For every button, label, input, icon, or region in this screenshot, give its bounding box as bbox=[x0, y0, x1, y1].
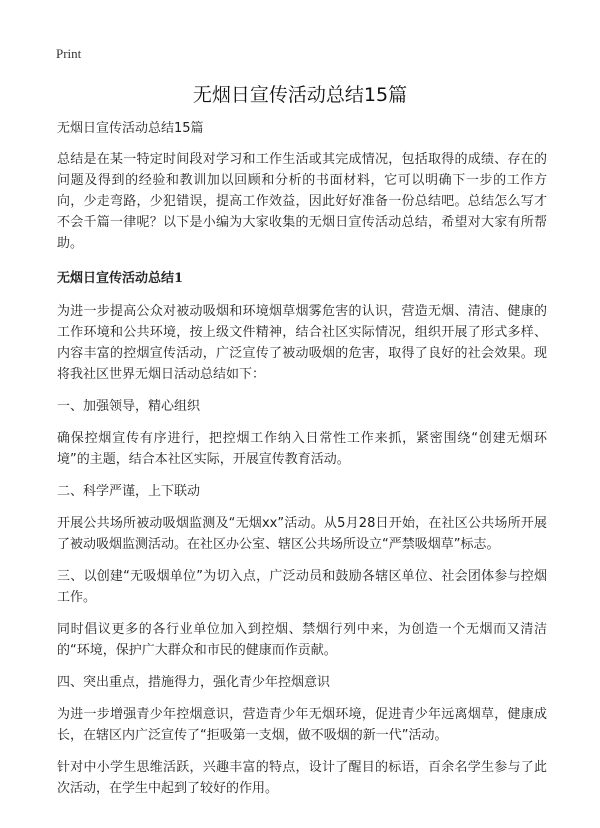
document-subtitle: 无烟日宣传活动总结15篇 bbox=[57, 121, 204, 136]
print-link[interactable]: Print bbox=[56, 46, 82, 61]
body-paragraph: 开展公共场所被动吸烟监测及“无烟xx”活动。从5月28日开始，在社区公共场所开展了被动吸烟监测活动。在社区办公室、辖区公共场所设立“严禁吸烟草”标志。 bbox=[57, 516, 547, 552]
body-paragraph: 针对中小学生思维活跃，兴趣丰富的特点，设计了醒目的标语，百余名学生参与了此次活动，在学生中起到了较好的作用。 bbox=[57, 760, 547, 796]
document-title: 无烟日宣传活动总结15篇 bbox=[192, 84, 408, 106]
body-paragraph: 同时倡议更多的各行业单位加入到控烟、禁烟行列中来，为创造一个无烟而又清洁的“环境，保护广大群众和市民的健康而作贡献。 bbox=[57, 622, 547, 658]
subsection-heading: 三、以创建“无吸烟单位”为切入点，广泛动员和鼓励各辖区单位、社会团体参与控烟工作。 bbox=[57, 569, 547, 605]
body-paragraph: 为进一步增强青少年控烟意识，营造青少年无烟环境，促进青少年远离烟草，健康成长，在辖区内广泛宣传了“拒吸第一支烟，做不吸烟的新一代”活动。 bbox=[57, 707, 547, 743]
body-paragraph: 为进一步提高公众对被动吸烟和环境烟草烟雾危害的认识，营造无烟、清洁、健康的工作环境和公共环境，按上级文件精神，结合社区实际情况，组织开展了形式多样、内容丰富的控烟宣传活动，广泛宣传了被动吸烟的危害，取得了良好的社会效果。现将我社区世界无烟日活动总结如下： bbox=[57, 304, 547, 382]
intro-paragraph: 总结是在某一特定时间段对学习和工作生活或其完成情况，包括取得的成绩、存在的问题及得到的经验和教训加以回顾和分析的书面材料，它可以明确下一步的工作方向，少走弯路，少犯错误，提高工作效益，因此好好准备一份总结吧。总结怎么写才不会千篇一律呢？以下是小编为大家收集的无烟日宣传活动总结，希望对大家有所帮助。 bbox=[57, 152, 547, 251]
subsection-heading: 一、加强领导，精心组织 bbox=[57, 399, 201, 414]
subsection-heading: 四、突出重点，措施得力，强化青少年控烟意识 bbox=[57, 675, 331, 690]
subsection-heading: 二、科学严谨，上下联动 bbox=[57, 484, 201, 499]
document-body bbox=[57, 118, 547, 810]
body-paragraph: 确保控烟宣传有序进行，把控烟工作纳入日常性工作来抓，紧密围绕“创建无烟环境”的主题，结合本社区实际，开展宣传教育活动。 bbox=[57, 431, 547, 467]
section-heading: 无烟日宣传活动总结1 bbox=[57, 271, 184, 286]
